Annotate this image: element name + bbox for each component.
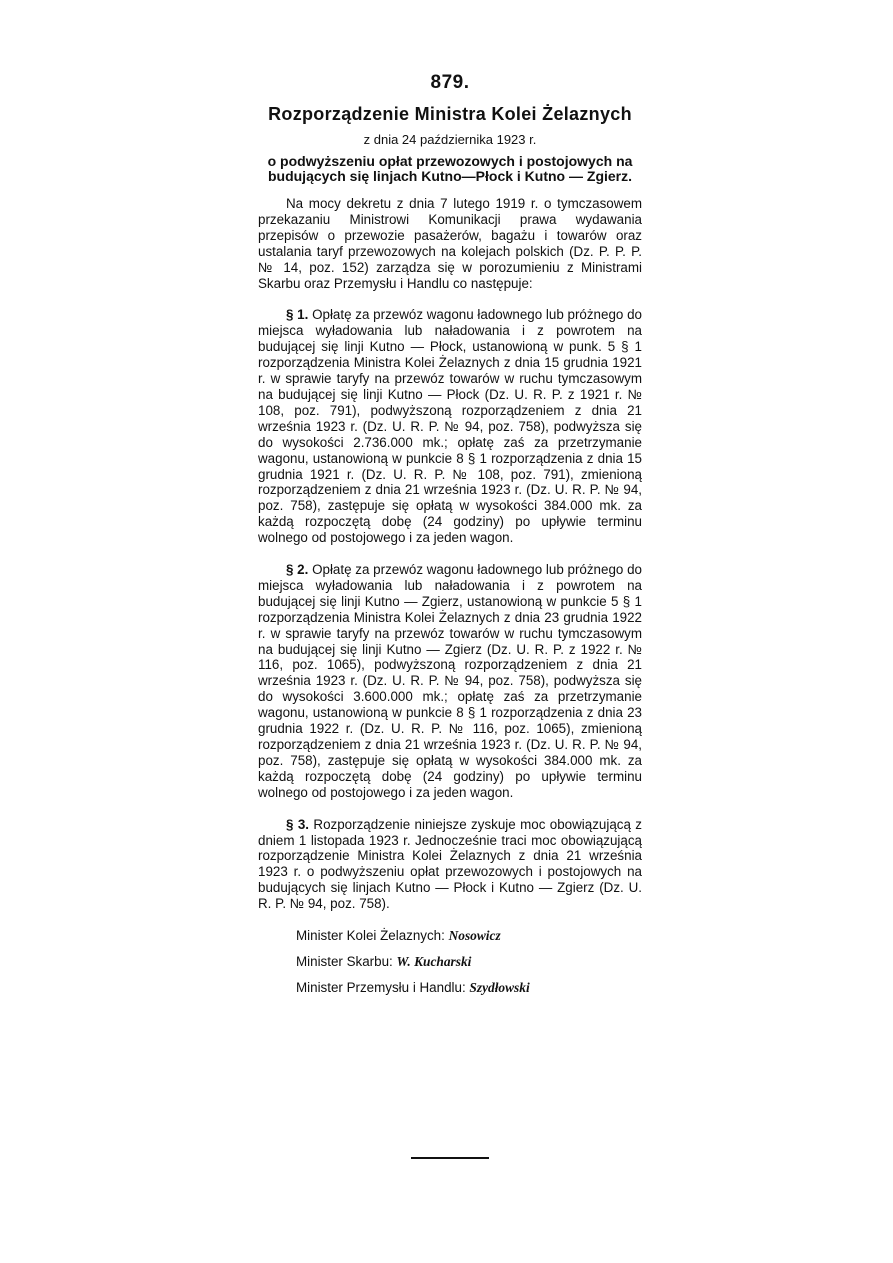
signature-role: Minister Kolei Żelaznych:: [296, 928, 445, 944]
page-number: 879.: [430, 72, 470, 93]
document-title: Rozporządzenie Ministra Kolei Żelaznych: [268, 104, 632, 124]
section-1: [258, 307, 642, 546]
signature-name: W. Kucharski: [396, 954, 472, 970]
closing-rule: [411, 1157, 489, 1159]
section-text: Rozporządzenie niniejsze zyskuje moc obowiązującą z dniem 1 listopada 1923 r. Jednocześnie traci moc obowiązującą rozporządzenie Ministra Kolei Żelaznych z dnia 21 września 1923 r. o podwyższeniu opłat przewozowych i postojowych na budujących się linjach Kutno — Płock i Kutno — Zgierz (Dz. U. R. P. № 94, poz. 758).: [258, 816, 642, 912]
signature-role: Minister Przemysłu i Handlu:: [296, 980, 466, 996]
section-label: § 3.: [286, 816, 310, 832]
signature-name: Nosowicz: [448, 928, 501, 944]
document-date: z dnia 24 października 1923 r.: [363, 132, 537, 147]
signature-role: Minister Skarbu:: [296, 954, 393, 970]
signature-line: [296, 980, 642, 996]
document-subject: o podwyższeniu opłat przewozowych i postojowych na budujących się linjach Kutno—Płock i Kutno — Zgierz.: [267, 153, 633, 184]
document-page: [258, 72, 642, 1006]
section-label: § 2.: [286, 562, 309, 578]
section-text: Opłatę za przewóz wagonu ładownego lub próżnego do miejsca wyładowania lub naładowania i z powrotem na budującej się linji Kutno — Płock, ustanowioną w punk. 5 § 1 rozporządzenia Ministra Kolei Żelaznych z dnia 15 grudnia 1921 r. w sprawie taryfy na przewóz towarów w ruchu tymczasowym na budującej się linji Kutno — Płock (Dz. U. R. P. z 1921 r. № 108, poz. 791), podwyższoną rozporządzeniem z dnia 21 września 1923 r. (Dz. U. R. P. № 94, poz. 758), podwyższa się do wysokości 2.736.000 mk.; opłatę zaś za przetrzymanie wagonu, ustanowioną w punkcie 8 § 1 rozporządzenia z dnia 15 grudnia 1921 r. (Dz. U. R. P. № 108, poz. 791), zmienioną rozporządzeniem z dnia 21 września 1923 r. (Dz. U. R. P. № 94, poz. 758), zastępuje się opłatą w wysokości 384.000 mk. za każdą rozpoczętą dobę (24 godziny) po upływie terminu wolnego od postojowego i za jeden wagon.: [258, 307, 642, 546]
section-3: [258, 817, 642, 912]
intro-paragraph: Na mocy dekretu z dnia 7 lutego 1919 r. o tymczasowem przekazaniu Ministrowi Komunikacji prawa wydawania przepisów o przewozie pasażerów, bagażu i towarów oraz ustalania taryf przewozowych na kolejach polskich (Dz. P. P. P. № 14, poz. 152) zarządza się w porozumieniu z Ministrami Skarbu oraz Przemysłu i Handlu co następuje:: [258, 196, 642, 291]
signature-block: [258, 928, 642, 996]
signature-line: [296, 954, 642, 970]
section-label: § 1.: [286, 307, 309, 323]
section-text: Opłatę za przewóz wagonu ładownego lub próżnego do miejsca wyładowania lub naładowania i z powrotem na budującej się linji Kutno — Zgierz, ustanowioną w punkcie 5 § 1 rozporządzenia Ministra Kolei Żelaznych z dnia 23 grudnia 1922 r. w sprawie taryfy na przewóz towarów w ruchu tymczasowym na budującej się linji Kutno — Zgierz (Dz. U. R. P. z 1922 r. № 116, poz. 1065), podwyższoną rozporządzeniem z dnia 21 września 1923 r. (Dz. U. R. P. № 94, poz. 758), podwyższa się do wysokości 3.600.000 mk.; opłatę zaś za przetrzymanie wagonu, ustanowioną w punkcie 8 § 1 rozporządzenia z dnia 23 grudnia 1922 r. (Dz. U. R. P. № 116, poz. 1065), zmienioną rozporządzeniem z dnia 21 września 1923 r. (Dz. U. R. P. № 94, poz. 758), zastępuje się opłatą w wysokości 384.000 mk. za każdą rozpoczętą dobę (24 godziny) po upływie terminu wolnego od postojowego i za jeden wagon.: [258, 562, 642, 800]
signature-name: Szydłowski: [469, 980, 530, 996]
section-2: [258, 562, 642, 801]
signature-line: [296, 928, 642, 944]
